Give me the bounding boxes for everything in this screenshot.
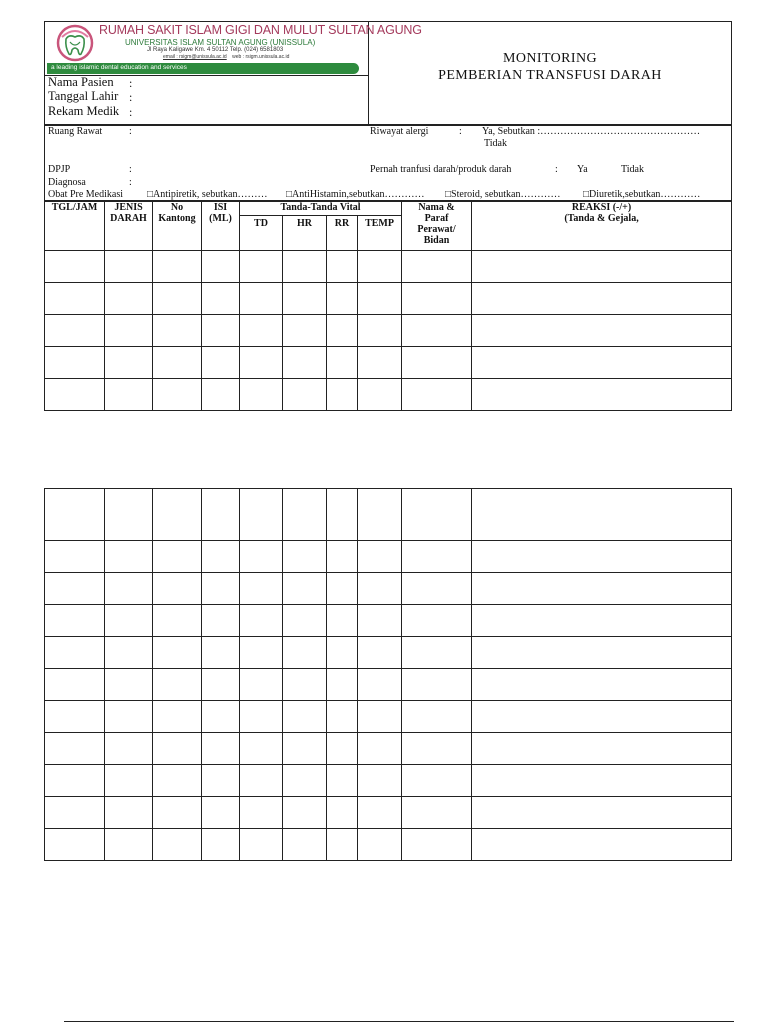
table-cell[interactable] (202, 669, 240, 701)
table-cell[interactable] (358, 637, 402, 669)
table-cell[interactable] (45, 541, 105, 573)
table-cell[interactable] (402, 283, 472, 315)
alergi-tidak-option: Tidak (484, 138, 507, 149)
table-cell[interactable] (45, 637, 105, 669)
table-cell[interactable] (402, 669, 472, 701)
table-cell[interactable] (153, 829, 202, 861)
table-cell[interactable] (283, 605, 327, 637)
colon-tanggal-lahir: : (129, 90, 133, 104)
table-cell[interactable] (358, 541, 402, 573)
table-cell[interactable] (283, 347, 327, 379)
table-cell[interactable] (153, 251, 202, 283)
table-cell[interactable] (202, 573, 240, 605)
table-cell[interactable] (202, 541, 240, 573)
label-dpjp: DPJP (48, 164, 71, 175)
table-cell[interactable] (283, 315, 327, 347)
hospital-address: Jl Raya Kaligawe Km. 4 50112 Telp. (024) 6581803 (147, 47, 284, 53)
table-cell[interactable] (327, 251, 358, 283)
table-cell[interactable] (283, 669, 327, 701)
table-cell[interactable] (402, 637, 472, 669)
table-cell[interactable] (153, 283, 202, 315)
table-cell[interactable] (472, 733, 732, 765)
table-cell[interactable] (153, 347, 202, 379)
header-hr: HR (283, 216, 327, 251)
label-tanggal-lahir: Tanggal Lahir (48, 89, 119, 103)
table-cell[interactable] (358, 733, 402, 765)
table-cell[interactable] (240, 765, 283, 797)
table-cell[interactable] (327, 283, 358, 315)
table-row (45, 489, 732, 541)
table-cell[interactable] (358, 379, 402, 411)
table-cell[interactable] (327, 541, 358, 573)
label-obat-pre-medikasi: Obat Pre Medikasi (48, 189, 123, 200)
table-cell[interactable] (283, 733, 327, 765)
table-cell[interactable] (327, 315, 358, 347)
table-cell[interactable] (283, 283, 327, 315)
header-rr: RR (327, 216, 358, 251)
alergi-ya-option: Ya, Sebutkan :………………………………………… (482, 126, 701, 137)
table-cell[interactable] (45, 797, 105, 829)
table-row (45, 637, 732, 669)
table-cell[interactable] (402, 541, 472, 573)
table-cell[interactable] (105, 489, 153, 541)
table-cell[interactable] (105, 283, 153, 315)
header-tgl-jam: TGL/JAM (45, 202, 105, 251)
table-row (45, 733, 732, 765)
transfusi-tidak-option: Tidak (621, 164, 644, 175)
table-cell[interactable] (402, 605, 472, 637)
table-cell[interactable] (202, 251, 240, 283)
table-cell[interactable] (153, 573, 202, 605)
table-cell[interactable] (327, 829, 358, 861)
colon-pernah-transfusi: : (555, 164, 558, 175)
header-reaksi: REAKSI (-/+) (Tanda & Gejala, (472, 202, 732, 251)
table-cell[interactable] (283, 379, 327, 411)
monitoring-table-1 (44, 201, 732, 411)
header-jenis-darah: JENIS DARAH (105, 202, 153, 251)
table-cell[interactable] (402, 765, 472, 797)
table-cell[interactable] (358, 797, 402, 829)
table-cell[interactable] (105, 765, 153, 797)
table-cell[interactable] (202, 797, 240, 829)
table-cell[interactable] (153, 701, 202, 733)
table-cell[interactable] (327, 489, 358, 541)
table-cell[interactable] (472, 669, 732, 701)
table-cell[interactable] (402, 347, 472, 379)
university-name: UNIVERSITAS ISLAM SULTAN AGUNG (UNISSULA) (125, 38, 316, 47)
table-cell[interactable] (283, 829, 327, 861)
table-cell[interactable] (327, 573, 358, 605)
table-cell[interactable] (472, 765, 732, 797)
table-cell[interactable] (358, 573, 402, 605)
table-row (45, 347, 732, 379)
table-cell[interactable] (472, 489, 732, 541)
table-cell[interactable] (105, 829, 153, 861)
table-cell[interactable] (45, 489, 105, 541)
header-nama-paraf: Nama & Paraf Perawat/ Bidan (402, 202, 472, 251)
table-cell[interactable] (202, 733, 240, 765)
premed-diuretik: □Diuretik,sebutkan………… (583, 189, 701, 200)
table-cell[interactable] (402, 573, 472, 605)
table-cell[interactable] (105, 797, 153, 829)
table-cell[interactable] (45, 251, 105, 283)
table-cell[interactable] (402, 315, 472, 347)
header-tanda-vital: Tanda-Tanda Vital (240, 202, 402, 216)
table-cell[interactable] (472, 573, 732, 605)
table-cell[interactable] (327, 379, 358, 411)
table-cell[interactable] (240, 489, 283, 541)
header-isi-ml: ISI (ML) (202, 202, 240, 251)
table-cell[interactable] (202, 605, 240, 637)
colon-riwayat-alergi: : (459, 126, 462, 137)
table-cell[interactable] (45, 701, 105, 733)
table-cell[interactable] (402, 251, 472, 283)
table-cell[interactable] (240, 315, 283, 347)
table-cell[interactable] (105, 701, 153, 733)
table-cell[interactable] (105, 347, 153, 379)
colon-nama-pasien: : (129, 76, 133, 90)
table-cell[interactable] (327, 797, 358, 829)
table-cell[interactable] (283, 573, 327, 605)
monitoring-table-2 (44, 488, 732, 861)
table-cell[interactable] (202, 701, 240, 733)
table-cell[interactable] (358, 701, 402, 733)
table-cell[interactable] (240, 283, 283, 315)
hospital-name: RUMAH SAKIT ISLAM GIGI DAN MULUT SULTAN AGUNG (99, 23, 422, 37)
table-cell[interactable] (472, 541, 732, 573)
table-cell[interactable] (283, 251, 327, 283)
table-cell[interactable] (202, 315, 240, 347)
table-row (45, 605, 732, 637)
hospital-contact (163, 54, 289, 60)
form-title-line1: MONITORING (503, 51, 597, 66)
table-cell[interactable] (45, 347, 105, 379)
table-cell[interactable] (240, 573, 283, 605)
table-cell[interactable] (358, 315, 402, 347)
table-cell[interactable] (240, 605, 283, 637)
table-cell[interactable] (45, 669, 105, 701)
table-cell[interactable] (202, 347, 240, 379)
table-cell[interactable] (45, 733, 105, 765)
table-cell[interactable] (153, 605, 202, 637)
table-cell[interactable] (240, 701, 283, 733)
table-cell[interactable] (240, 637, 283, 669)
table-cell[interactable] (283, 765, 327, 797)
table-cell[interactable] (472, 797, 732, 829)
table-cell[interactable] (327, 669, 358, 701)
table-cell[interactable] (358, 605, 402, 637)
table-cell[interactable] (240, 347, 283, 379)
tooth-logo-icon (53, 23, 97, 63)
table-cell[interactable] (240, 669, 283, 701)
table-cell[interactable] (240, 379, 283, 411)
table-cell[interactable] (402, 829, 472, 861)
header-td: TD (240, 216, 283, 251)
label-riwayat-alergi: Riwayat alergi (370, 126, 429, 137)
table-row (45, 669, 732, 701)
table-row (45, 701, 732, 733)
table-cell[interactable] (472, 283, 732, 315)
table-cell[interactable] (45, 829, 105, 861)
table-cell[interactable] (283, 701, 327, 733)
table-cell[interactable] (358, 829, 402, 861)
premed-antihistamin: □AntiHistamin,sebutkan………… (286, 189, 425, 200)
table-cell[interactable] (153, 765, 202, 797)
table-cell[interactable] (202, 765, 240, 797)
tagline: a leading islamic dental education and services (51, 64, 187, 71)
table-cell[interactable] (202, 637, 240, 669)
table-cell[interactable] (358, 347, 402, 379)
table-cell[interactable] (327, 637, 358, 669)
table-cell[interactable] (153, 379, 202, 411)
label-pernah-transfusi: Pernah tranfusi darah/produk darah (370, 164, 512, 175)
table-cell[interactable] (105, 669, 153, 701)
table-row (45, 573, 732, 605)
label-nama-pasien: Nama Pasien (48, 75, 114, 89)
table-cell[interactable] (45, 765, 105, 797)
table-cell[interactable] (153, 797, 202, 829)
table-cell[interactable] (402, 489, 472, 541)
table-cell[interactable] (327, 765, 358, 797)
table-row (45, 251, 732, 283)
table-cell[interactable] (153, 733, 202, 765)
table-cell[interactable] (358, 251, 402, 283)
table-cell[interactable] (202, 829, 240, 861)
table-cell[interactable] (105, 251, 153, 283)
table-cell[interactable] (202, 283, 240, 315)
table-cell[interactable] (105, 573, 153, 605)
table-cell[interactable] (202, 489, 240, 541)
table-cell[interactable] (472, 701, 732, 733)
table-cell[interactable] (472, 347, 732, 379)
table-cell[interactable] (402, 701, 472, 733)
table-cell[interactable] (153, 669, 202, 701)
table-row (45, 829, 732, 861)
premed-steroid: □Steroid, sebutkan………… (445, 189, 561, 200)
header-no-kantong: No Kantong (153, 202, 202, 251)
table-cell[interactable] (283, 797, 327, 829)
table-cell[interactable] (45, 283, 105, 315)
table-cell[interactable] (45, 379, 105, 411)
table-cell[interactable] (105, 541, 153, 573)
table-cell[interactable] (105, 637, 153, 669)
table-cell[interactable] (472, 829, 732, 861)
table-cell[interactable] (283, 489, 327, 541)
table-cell[interactable] (472, 637, 732, 669)
table-cell[interactable] (472, 379, 732, 411)
table-cell[interactable] (472, 605, 732, 637)
table-cell[interactable] (327, 347, 358, 379)
colon-diagnosa: : (129, 177, 132, 188)
table-cell[interactable] (472, 315, 732, 347)
table-cell[interactable] (153, 315, 202, 347)
colon-dpjp: : (129, 164, 132, 175)
table-cell[interactable] (283, 637, 327, 669)
table-cell[interactable] (327, 733, 358, 765)
hospital-email: email : rsigm@unissula.ac.id (163, 54, 227, 60)
hospital-web: web : rsigm.unissula.ac.id (232, 54, 290, 60)
table-cell[interactable] (283, 541, 327, 573)
table-row (45, 765, 732, 797)
table-cell[interactable] (45, 315, 105, 347)
table-cell[interactable] (45, 573, 105, 605)
table-row (45, 315, 732, 347)
table-cell[interactable] (105, 315, 153, 347)
table-cell[interactable] (45, 605, 105, 637)
table-cell[interactable] (240, 829, 283, 861)
label-ruang-rawat: Ruang Rawat (48, 126, 103, 137)
table-row (45, 797, 732, 829)
table-cell[interactable] (358, 283, 402, 315)
table-cell[interactable] (240, 251, 283, 283)
table-cell[interactable] (472, 251, 732, 283)
table-cell[interactable] (240, 733, 283, 765)
hospital-logo-block (47, 23, 422, 75)
colon-rekam-medik: : (129, 105, 133, 119)
table-cell[interactable] (402, 733, 472, 765)
table-cell[interactable] (358, 489, 402, 541)
header-temp: TEMP (358, 216, 402, 251)
table-cell[interactable] (240, 541, 283, 573)
table-cell[interactable] (153, 489, 202, 541)
table-cell[interactable] (240, 797, 283, 829)
table-cell[interactable] (327, 605, 358, 637)
table-cell[interactable] (202, 379, 240, 411)
table-cell[interactable] (358, 765, 402, 797)
colon-ruang-rawat: : (129, 126, 132, 137)
table-cell[interactable] (105, 379, 153, 411)
label-rekam-medik: Rekam Medik (48, 104, 120, 118)
form-title-line2: PEMBERIAN TRANSFUSI DARAH (438, 68, 662, 83)
table-cell[interactable] (105, 733, 153, 765)
table-row (45, 541, 732, 573)
bottom-rule (64, 1021, 734, 1022)
table-cell[interactable] (358, 669, 402, 701)
table-cell[interactable] (402, 797, 472, 829)
transfusi-ya-option: Ya (577, 164, 588, 175)
table-row (45, 283, 732, 315)
table-cell[interactable] (327, 701, 358, 733)
table-row (45, 379, 732, 411)
table-cell[interactable] (402, 379, 472, 411)
table-cell[interactable] (105, 605, 153, 637)
table-cell[interactable] (153, 637, 202, 669)
label-diagnosa: Diagnosa (48, 177, 86, 188)
premed-antipiretik: □Antipiretik, sebutkan……… (147, 189, 268, 200)
table-cell[interactable] (153, 541, 202, 573)
